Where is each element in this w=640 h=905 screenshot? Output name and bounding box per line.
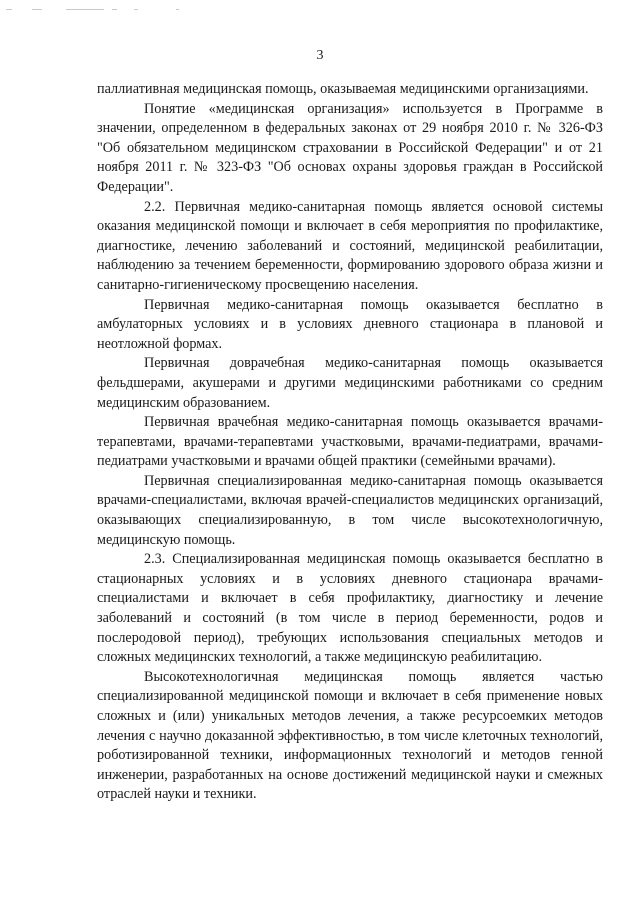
document-body xyxy=(97,80,603,805)
paragraph-continuation: паллиативная медицинская помощь, оказываемая медицинскими организациями. xyxy=(97,81,589,97)
paragraph-section-2-3: 2.3. Специализированная медицинская помощь оказывается бесплатно в стационарных условиях и в условиях дневного стационара врачами-специалистами и включает в себя профилактику, диагностику и лечение заболеваний и состояний (в том числе в период беременности, родов и послеродовой период), требующих использования специальных методов и сложных медицинских технологий, а также медицинскую реабилитацию. xyxy=(97,551,603,666)
paragraph-section-2-2: 2.2. Первичная медико-санитарная помощь является основой системы оказания медицинской помощи и включает в себя мероприятия по профилактике, диагностике, лечению заболеваний и состояний, медицинской реабилитации, наблюдению за течением беременности, формированию здорового образа жизни и санитарно-гигиеническому просвещению населения. xyxy=(97,198,603,293)
paragraph-medical-organization-definition: Понятие «медицинская организация» используется в Программе в значении, определенном в федеральных законах от 29 ноября 2010 г. № 326-ФЗ "Об обязательном медицинском страховании в Российской Федерации" и от 21 ноября 2011 г. № 323-ФЗ "Об основах охраны здоровья граждан в Российской Федерации". xyxy=(97,100,603,195)
paragraph-doctor-care: Первичная врачебная медико-санитарная помощь оказывается врачами-терапевтами, врачами-терапевтами участковыми, врачами-педиатрами, врачами-педиатрами участковыми и врачами общей практики (семейными врачами). xyxy=(97,414,603,470)
paragraph-specialized-primary-care: Первичная специализированная медико-санитарная помощь оказывается врачами-специалистами, включая врачей-специалистов медицинских организаций, оказывающих специализированную, в том числе высокотехнологичную, медицинскую помощь. xyxy=(97,472,603,548)
paragraph-high-tech-care: Высокотехнологичная медицинская помощь является частью специализированной медицинской помощи и включает в себя применение новых сложных и (или) уникальных методов лечения, а также ресурсоемких методов лечения с научно доказанной эффективностью, в том числе клеточных технологий, роботизированной техники, информационных технологий и методов генной инженерии, разработанных на основе достижений медицинской науки и смежных отраслей науки и техники. xyxy=(97,668,603,803)
scan-artifact xyxy=(6,9,226,13)
page-number: 3 xyxy=(316,48,324,63)
paragraph-pre-doctor-care: Первичная доврачебная медико-санитарная помощь оказывается фельдшерами, акушерами и другими медицинскими работниками со средним медицинским образованием. xyxy=(97,355,603,411)
paragraph-primary-care-free: Первичная медико-санитарная помощь оказывается бесплатно в амбулаторных условиях и в условиях дневного стационара в плановой и неотложной формах. xyxy=(97,296,603,352)
